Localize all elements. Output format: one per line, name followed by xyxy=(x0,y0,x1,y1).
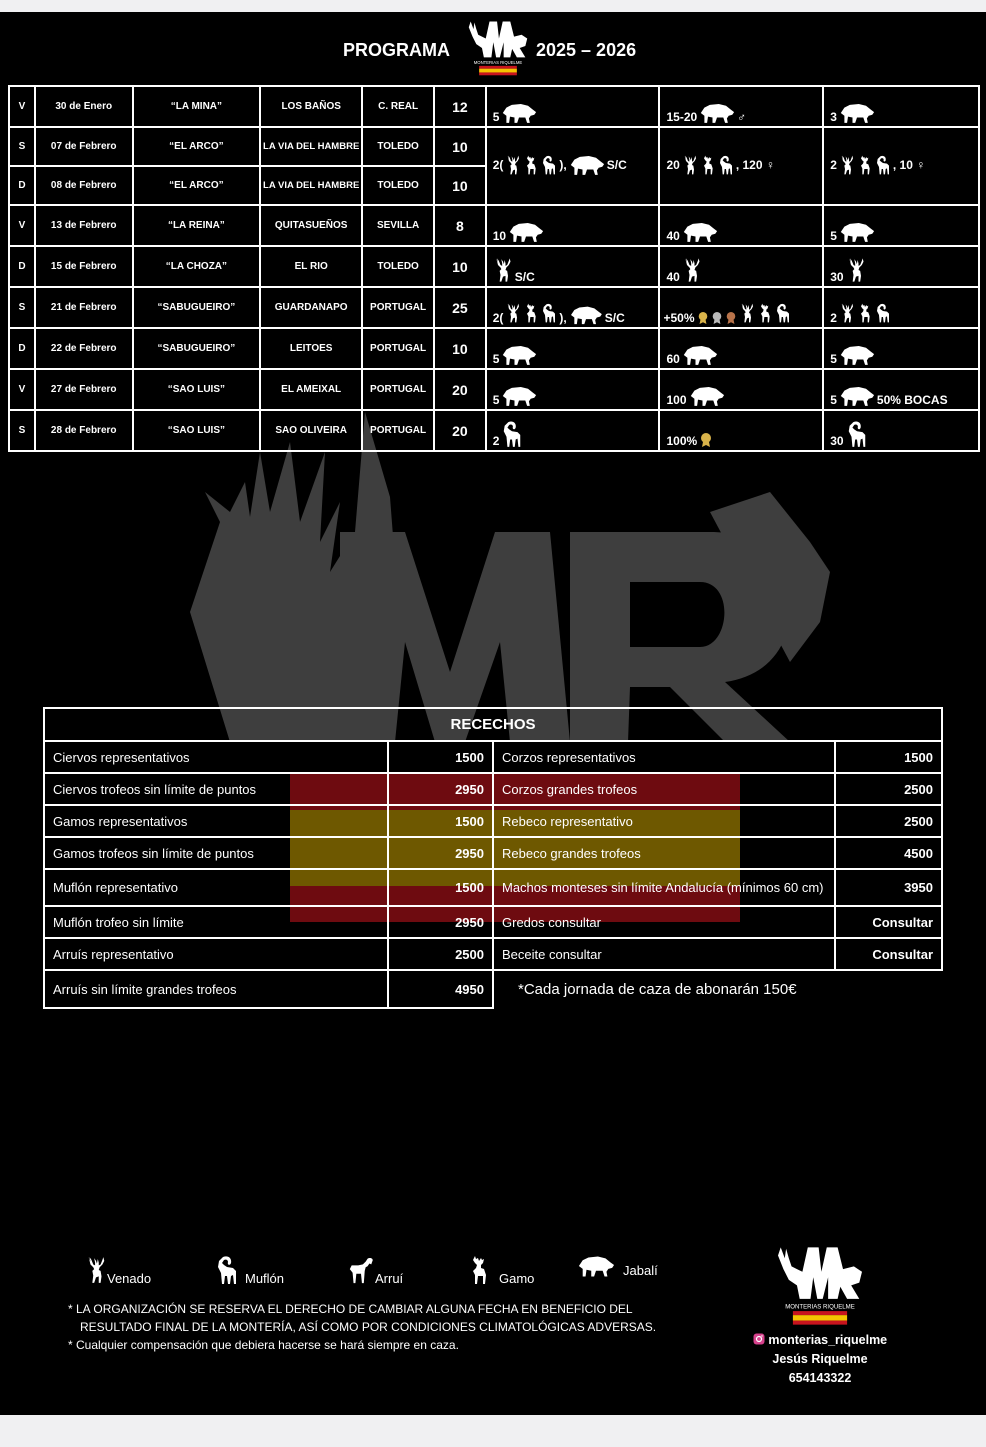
table-row xyxy=(44,938,942,970)
quota-cell: 10 xyxy=(486,205,660,246)
quota-cell: 30 xyxy=(823,410,979,451)
fallow-deer-icon xyxy=(700,153,716,177)
province-cell: PORTUGAL xyxy=(362,369,434,410)
quota-cell: 15-20 ♂ xyxy=(659,86,823,127)
table-row xyxy=(9,369,979,410)
day-cell: S xyxy=(9,287,35,328)
hunt-name-cell: “EL ARCO” xyxy=(133,166,261,205)
quota-cell: 5 xyxy=(486,369,660,410)
instagram-icon xyxy=(753,1333,765,1345)
province-cell: PORTUGAL xyxy=(362,328,434,369)
boar-icon xyxy=(682,221,718,243)
hunt-name-cell: “LA MINA” xyxy=(133,86,261,127)
province-cell: C. REAL xyxy=(362,86,434,127)
boar-icon xyxy=(839,344,875,366)
mouflon-icon xyxy=(501,420,523,448)
table-row xyxy=(9,287,979,328)
price-cell: 2500 xyxy=(835,773,942,805)
day-cell: D xyxy=(9,166,35,205)
mouflon-icon xyxy=(875,153,891,177)
boar-icon xyxy=(839,102,875,124)
boar-icon xyxy=(508,221,544,243)
place-cell: EL RIO xyxy=(260,246,362,287)
quota-cell: 40 xyxy=(659,246,823,287)
recechos-title: RECECHOS xyxy=(44,708,942,741)
contact-phone[interactable]: 654143322 xyxy=(788,1371,852,1385)
place-cell: SAO OLIVEIRA xyxy=(260,410,362,451)
medal-icon xyxy=(697,311,709,325)
boar-icon xyxy=(569,305,603,325)
quota-cell: 2 xyxy=(486,410,660,451)
page-header xyxy=(0,12,986,84)
fallow-deer-icon xyxy=(467,1254,491,1286)
day-cell: S xyxy=(9,410,35,451)
boar-icon xyxy=(501,344,537,366)
price-cell: Consultar xyxy=(835,938,942,970)
season-label: 2025 – 2026 xyxy=(536,40,637,60)
disclaimer-line: * Cualquier compensación que debiera hacerse se hará siempre en caza. xyxy=(68,1338,459,1352)
posts-cell: 20 xyxy=(434,369,486,410)
table-row xyxy=(9,205,979,246)
price-cell: 2500 xyxy=(835,805,942,837)
species-cell: Beceite consultar xyxy=(493,938,835,970)
quota-cell: 40 xyxy=(659,205,823,246)
posts-cell: 25 xyxy=(434,287,486,328)
stag-icon xyxy=(682,256,702,284)
stag-icon xyxy=(839,153,855,177)
species-cell: Gamos trofeos sin límite de puntos xyxy=(44,837,388,869)
place-cell: LOS BAÑOS xyxy=(260,86,362,127)
brand-logo xyxy=(772,1242,868,1326)
stag-icon xyxy=(505,301,521,325)
posts-cell: 12 xyxy=(434,86,486,127)
species-cell: Corzos grandes trofeos xyxy=(493,773,835,805)
legend-item: Venado xyxy=(85,1254,151,1286)
table-row xyxy=(44,773,942,805)
date-cell: 27 de Febrero xyxy=(35,369,133,410)
medal-icon xyxy=(711,311,723,325)
legend-item: Arruí xyxy=(347,1254,403,1286)
program-table xyxy=(8,85,980,452)
boar-icon xyxy=(839,221,875,243)
province-cell: TOLEDO xyxy=(362,166,434,205)
date-cell: 28 de Febrero xyxy=(35,410,133,451)
species-cell: Muflón trofeo sin límite xyxy=(44,906,388,938)
species-cell: Gredos consultar xyxy=(493,906,835,938)
day-cell: D xyxy=(9,246,35,287)
quota-cell: 2( ), S/C xyxy=(486,127,660,205)
boar-icon xyxy=(689,385,725,407)
day-cell: D xyxy=(9,328,35,369)
hunt-name-cell: “SABUGUEIRO” xyxy=(133,287,261,328)
stag-icon xyxy=(505,153,521,177)
date-cell: 30 de Enero xyxy=(35,86,133,127)
legend-item: Jabalí xyxy=(577,1254,658,1278)
price-cell: Consultar xyxy=(835,906,942,938)
species-cell: Rebeco representativo xyxy=(493,805,835,837)
quota-cell: 60 xyxy=(659,328,823,369)
price-cell: 4500 xyxy=(835,837,942,869)
mouflon-icon xyxy=(718,153,734,177)
quota-cell: 2 , 10 ♀ xyxy=(823,127,979,205)
day-cell: V xyxy=(9,205,35,246)
place-cell: QUITASUEÑOS xyxy=(260,205,362,246)
quota-cell: 3 xyxy=(823,86,979,127)
quota-cell: 30 xyxy=(823,246,979,287)
quota-cell: 5 xyxy=(823,205,979,246)
species-cell: Machos monteses sin límite Andalucía (mínimos 60 cm) xyxy=(493,869,835,906)
day-cell: V xyxy=(9,86,35,127)
medal-icon xyxy=(699,432,713,448)
species-cell: Arruís representativo xyxy=(44,938,388,970)
province-cell: SEVILLA xyxy=(362,205,434,246)
table-row xyxy=(44,906,942,938)
quota-cell: 5 xyxy=(486,328,660,369)
boar-icon xyxy=(682,344,718,366)
mouflon-icon xyxy=(875,301,891,325)
stag-icon xyxy=(739,301,755,325)
date-cell: 13 de Febrero xyxy=(35,205,133,246)
species-cell: Rebeco grandes trofeos xyxy=(493,837,835,869)
page-title: PROGRAMA xyxy=(343,40,450,60)
medal-icon xyxy=(725,311,737,325)
boar-icon xyxy=(501,385,537,407)
place-cell: LEITOES xyxy=(260,328,362,369)
boar-icon xyxy=(839,385,875,407)
date-cell: 22 de Febrero xyxy=(35,328,133,369)
date-cell: 08 de Febrero xyxy=(35,166,133,205)
quota-cell: 5 50% BOCAS xyxy=(823,369,979,410)
fallow-deer-icon xyxy=(523,301,539,325)
price-cell: 2950 xyxy=(388,906,493,938)
price-cell: 1500 xyxy=(388,805,493,837)
mouflon-icon xyxy=(541,153,557,177)
mouflon-icon xyxy=(541,301,557,325)
table-row xyxy=(9,86,979,127)
species-cell: Ciervos trofeos sin límite de puntos xyxy=(44,773,388,805)
hunt-name-cell: “LA REINA” xyxy=(133,205,261,246)
table-row xyxy=(44,741,942,773)
species-cell: Corzos representativos xyxy=(493,741,835,773)
legend-item: Gamo xyxy=(467,1254,534,1286)
species-cell: Ciervos representativos xyxy=(44,741,388,773)
table-row xyxy=(9,246,979,287)
date-cell: 15 de Febrero xyxy=(35,246,133,287)
table-row xyxy=(44,805,942,837)
stag-icon xyxy=(839,301,855,325)
boar-icon xyxy=(501,102,537,124)
table-row xyxy=(9,410,979,451)
hunt-name-cell: “SABUGUEIRO” xyxy=(133,328,261,369)
brand-block xyxy=(740,1242,900,1388)
stag-icon xyxy=(846,256,866,284)
posts-cell: 10 xyxy=(434,166,486,205)
province-cell: PORTUGAL xyxy=(362,287,434,328)
boar-icon xyxy=(569,154,605,176)
quota-cell: S/C xyxy=(486,246,660,287)
price-cell: 4950 xyxy=(388,970,493,1008)
contact-name: Jesús Riquelme xyxy=(772,1352,868,1366)
quota-cell: 100 xyxy=(659,369,823,410)
price-cell: 2500 xyxy=(388,938,493,970)
price-cell: 1500 xyxy=(835,741,942,773)
hunt-name-cell: “SAO LUIS” xyxy=(133,369,261,410)
fallow-deer-icon xyxy=(523,153,539,177)
quota-cell: 2( ), S/C xyxy=(486,287,660,328)
program-sheet xyxy=(0,12,986,1415)
brand-logo xyxy=(465,16,531,78)
province-cell: TOLEDO xyxy=(362,246,434,287)
province-cell: TOLEDO xyxy=(362,127,434,166)
recechos-table xyxy=(43,707,943,1009)
date-cell: 21 de Febrero xyxy=(35,287,133,328)
species-cell: Arruís sin límite grandes trofeos xyxy=(44,970,388,1008)
mouflon-icon xyxy=(775,301,791,325)
boar-icon xyxy=(699,102,735,124)
disclaimer-line: RESULTADO FINAL DE LA MONTERÍA, ASÍ COMO POR CONDICIONES CLIMATOLÓGICAS ADVERSAS. xyxy=(80,1320,657,1334)
table-row xyxy=(9,328,979,369)
fallow-deer-icon xyxy=(857,153,873,177)
quota-cell: 5 xyxy=(486,86,660,127)
price-cell: 1500 xyxy=(388,741,493,773)
legend-item: Muflón xyxy=(215,1254,284,1286)
stag-icon xyxy=(493,256,513,284)
fallow-deer-icon xyxy=(857,301,873,325)
disclaimer xyxy=(68,1300,678,1354)
price-cell: 2950 xyxy=(388,773,493,805)
quota-cell: 2 xyxy=(823,287,979,328)
table-row xyxy=(44,869,942,906)
disclaimer-line: * LA ORGANIZACIÓN SE RESERVA EL DERECHO DE CAMBIAR ALGUNA FECHA EN BENEFICIO DEL xyxy=(68,1302,633,1316)
posts-cell: 10 xyxy=(434,328,486,369)
posts-cell: 20 xyxy=(434,410,486,451)
mouflon-icon xyxy=(846,420,868,448)
date-cell: 07 de Febrero xyxy=(35,127,133,166)
stag-icon xyxy=(682,153,698,177)
payment-note: *Cada jornada de caza de abonarán 150€ xyxy=(518,981,797,998)
day-cell: V xyxy=(9,369,35,410)
posts-cell: 10 xyxy=(434,127,486,166)
quota-cell: 5 xyxy=(823,328,979,369)
aoudad-icon xyxy=(347,1254,375,1286)
hunt-name-cell: “EL ARCO” xyxy=(133,127,261,166)
quota-cell: 20 , 120 ♀ xyxy=(659,127,823,205)
place-cell: LA VIA DEL HAMBRE xyxy=(260,166,362,205)
species-legend xyxy=(85,1254,705,1290)
place-cell: GUARDANAPO xyxy=(260,287,362,328)
day-cell: S xyxy=(9,127,35,166)
quota-cell: +50% xyxy=(659,287,823,328)
stag-icon xyxy=(85,1254,107,1286)
quota-cell: 100% xyxy=(659,410,823,451)
instagram-handle[interactable]: monterias_riquelme xyxy=(740,1331,900,1350)
table-row xyxy=(9,127,979,166)
boar-icon xyxy=(577,1254,615,1278)
posts-cell: 8 xyxy=(434,205,486,246)
species-cell: Muflón representativo xyxy=(44,869,388,906)
species-cell: Gamos representativos xyxy=(44,805,388,837)
fallow-deer-icon xyxy=(757,301,773,325)
table-row xyxy=(44,970,942,1008)
hunt-name-cell: “LA CHOZA” xyxy=(133,246,261,287)
price-cell: 2950 xyxy=(388,837,493,869)
table-row xyxy=(44,837,942,869)
price-cell: 1500 xyxy=(388,869,493,906)
province-cell: PORTUGAL xyxy=(362,410,434,451)
hunt-name-cell: “SAO LUIS” xyxy=(133,410,261,451)
price-cell: 3950 xyxy=(835,869,942,906)
place-cell: LA VIA DEL HAMBRE xyxy=(260,127,362,166)
mouflon-icon xyxy=(215,1254,239,1286)
posts-cell: 10 xyxy=(434,246,486,287)
place-cell: EL AMEIXAL xyxy=(260,369,362,410)
